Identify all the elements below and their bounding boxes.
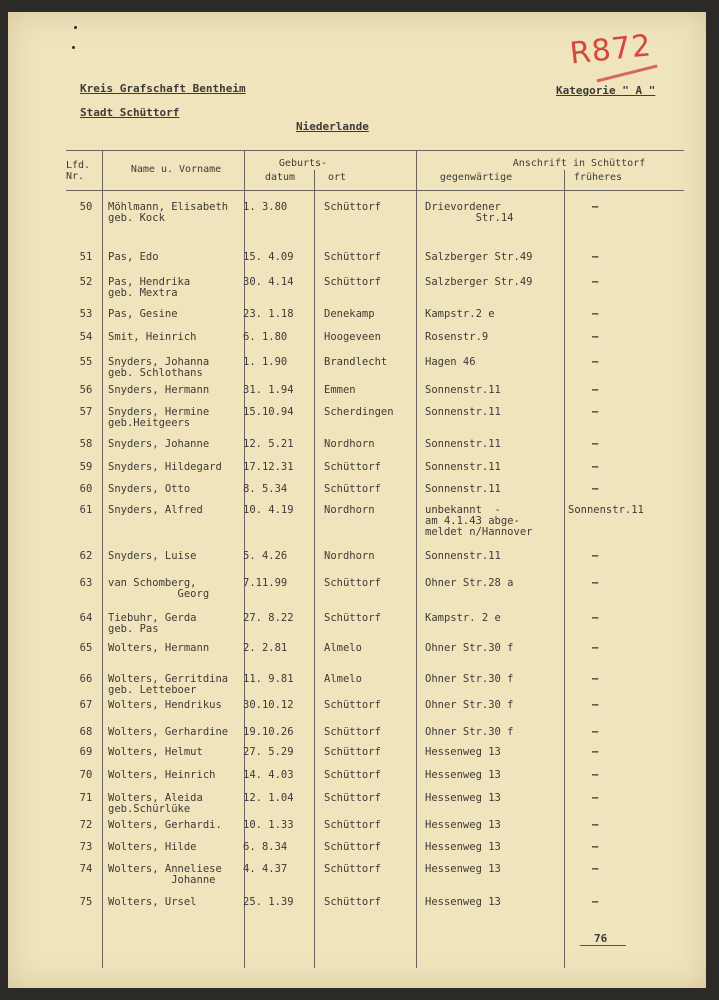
district-title: Kreis Grafschaft Bentheim [80, 82, 246, 95]
col-header-current: gegenwärtige [439, 172, 513, 183]
row-current-address: Salzberger Str.49 [425, 276, 533, 288]
row-previous-address: — [592, 612, 599, 624]
row-previous-address: — [592, 356, 599, 368]
col-divider [102, 150, 103, 968]
row-name: Pas, Edo [108, 251, 159, 263]
col-header-name: Name u. Vorname [130, 164, 222, 175]
col-divider [564, 170, 565, 968]
col-header-ort: ort [327, 172, 347, 183]
row-previous-address: — [592, 726, 599, 738]
row-birth-place: Scherdingen [324, 406, 394, 418]
col-header-datum: datum [264, 172, 296, 183]
row-birth-place: Schüttorf [324, 841, 381, 853]
row-birth-date: 7.11.99 [243, 577, 288, 589]
row-number: 53 [79, 308, 93, 320]
row-name: Wolters, Gerritdina geb. Letteboer [108, 673, 229, 696]
row-birth-date: 2. 2.81 [243, 642, 288, 654]
row-birth-place: Schüttorf [324, 863, 381, 875]
row-number: 73 [79, 841, 93, 853]
row-birth-place: Schüttorf [324, 483, 381, 495]
row-current-address: Ohner Str.30 f [425, 699, 514, 711]
row-name: Snyders, Hermann [108, 384, 210, 396]
row-number: 70 [79, 769, 93, 781]
row-number: 71 [79, 792, 93, 804]
col-header-geb: Geburts- [278, 158, 328, 169]
category-label: Kategorie " A " [556, 84, 656, 97]
table-top-rule [66, 150, 684, 151]
row-birth-place: Schüttorf [324, 461, 381, 473]
row-number: 52 [79, 276, 93, 288]
row-number: 75 [79, 896, 93, 908]
row-number: 58 [79, 438, 93, 450]
row-name: Snyders, Hildegard [108, 461, 222, 473]
row-previous-address: — [592, 406, 599, 418]
row-name: Wolters, Hermann [108, 642, 210, 654]
row-number: 72 [79, 819, 93, 831]
row-birth-date: 30. 4.14 [243, 276, 294, 288]
row-birth-date: 14. 4.03 [243, 769, 294, 781]
row-number: 63 [79, 577, 93, 589]
row-number: 51 [79, 251, 93, 263]
row-previous-address: — [592, 461, 599, 473]
row-name: Wolters, Anneliese Johanne [108, 863, 222, 886]
row-current-address: Kampstr.2 e [425, 308, 495, 320]
row-birth-place: Almelo [324, 673, 362, 685]
row-name: Wolters, Hilde [108, 841, 197, 853]
row-current-address: Sonnenstr.11 [425, 461, 501, 473]
row-previous-address: — [592, 201, 599, 213]
row-current-address: Kampstr. 2 e [425, 612, 501, 624]
country-heading: Niederlande [296, 120, 369, 133]
row-birth-date: 15.10.94 [243, 406, 294, 418]
row-number: 68 [79, 726, 93, 738]
row-current-address: Ohner Str.30 f [425, 642, 514, 654]
col-header-anschrift: Anschrift in Schüttorf [512, 158, 646, 169]
page-number: 76 [594, 932, 608, 945]
row-birth-date: 31. 1.94 [243, 384, 294, 396]
row-previous-address: — [592, 384, 599, 396]
town-title: Stadt Schüttorf [80, 106, 180, 119]
row-number: 60 [79, 483, 93, 495]
row-number: 65 [79, 642, 93, 654]
row-current-address: Hessenweg 13 [425, 819, 501, 831]
row-birth-place: Nordhorn [324, 504, 375, 516]
page-number-rule [580, 945, 626, 946]
row-name: Wolters, Gerhardi. [108, 819, 222, 831]
document-sheet [8, 12, 706, 988]
row-birth-place: Schüttorf [324, 746, 381, 758]
row-number: 74 [79, 863, 93, 875]
row-birth-place: Schüttorf [324, 699, 381, 711]
row-previous-address: — [592, 673, 599, 685]
row-current-address: Hessenweg 13 [425, 792, 501, 804]
row-birth-date: 1. 1.90 [243, 356, 288, 368]
row-birth-date: 15. 4.09 [243, 251, 294, 263]
row-name: Möhlmann, Elisabeth geb. Kock [108, 201, 229, 224]
row-birth-place: Nordhorn [324, 550, 375, 562]
row-birth-date: 27. 5.29 [243, 746, 294, 758]
row-number: 56 [79, 384, 93, 396]
row-birth-place: Schüttorf [324, 896, 381, 908]
row-birth-date: 19.10.26 [243, 726, 294, 738]
row-previous-address: — [592, 863, 599, 875]
row-birth-place: Schüttorf [324, 612, 381, 624]
row-birth-date: 17.12.31 [243, 461, 294, 473]
row-previous-address: — [592, 276, 599, 288]
row-number: 67 [79, 699, 93, 711]
row-birth-date: 30.10.12 [243, 699, 294, 711]
row-previous-address: — [592, 642, 599, 654]
row-current-address: Ohner Str.28 a [425, 577, 514, 589]
row-birth-place: Schüttorf [324, 726, 381, 738]
row-name: Wolters, Gerhardine [108, 726, 229, 738]
row-birth-date: 4. 4.37 [243, 863, 288, 875]
row-current-address: Sonnenstr.11 [425, 438, 501, 450]
row-birth-date: 12. 1.04 [243, 792, 294, 804]
row-previous-address: — [592, 896, 599, 908]
row-birth-date: 1. 3.80 [243, 201, 288, 213]
row-number: 59 [79, 461, 93, 473]
row-birth-place: Schüttorf [324, 201, 381, 213]
row-previous-address: Sonnenstr.11 [568, 504, 644, 516]
paper-speck [74, 26, 77, 29]
row-name: Snyders, Alfred [108, 504, 203, 516]
row-birth-place: Emmen [324, 384, 356, 396]
row-number: 69 [79, 746, 93, 758]
row-number: 50 [79, 201, 93, 213]
row-current-address: Sonnenstr.11 [425, 406, 501, 418]
row-current-address: Sonnenstr.11 [425, 483, 501, 495]
row-previous-address: — [592, 438, 599, 450]
row-name: van Schomberg, Georg [108, 577, 210, 600]
row-name: Snyders, Hermine geb.Heitgeers [108, 406, 210, 429]
row-previous-address: — [592, 746, 599, 758]
row-birth-date: 5. 4.26 [243, 550, 288, 562]
row-current-address: Hessenweg 13 [425, 746, 501, 758]
row-current-address: Hessenweg 13 [425, 896, 501, 908]
row-name: Wolters, Hendrikus [108, 699, 222, 711]
row-previous-address: — [592, 483, 599, 495]
row-name: Wolters, Heinrich [108, 769, 216, 781]
row-number: 66 [79, 673, 93, 685]
row-previous-address: — [592, 251, 599, 263]
row-current-address: Salzberger Str.49 [425, 251, 533, 263]
col-header-no: Lfd. Nr. [66, 160, 91, 182]
row-name: Snyders, Johanna geb. Schlothans [108, 356, 210, 379]
row-birth-place: Schüttorf [324, 792, 381, 804]
row-previous-address: — [592, 699, 599, 711]
row-birth-date: 10. 4.19 [243, 504, 294, 516]
row-previous-address: — [592, 769, 599, 781]
row-name: Snyders, Johanne [108, 438, 210, 450]
paper-speck [72, 46, 75, 49]
row-current-address: Hessenweg 13 [425, 841, 501, 853]
row-birth-date: 12. 5.21 [243, 438, 294, 450]
row-number: 62 [79, 550, 93, 562]
row-birth-place: Hoogeveen [324, 331, 381, 343]
row-previous-address: — [592, 841, 599, 853]
row-birth-date: 8. 5.34 [243, 483, 288, 495]
row-birth-date: 6. 1.80 [243, 331, 288, 343]
row-current-address: Ohner Str.30 f [425, 726, 514, 738]
row-birth-place: Schüttorf [324, 276, 381, 288]
row-birth-date: 25. 1.39 [243, 896, 294, 908]
row-current-address: Hessenweg 13 [425, 863, 501, 875]
row-birth-place: Schüttorf [324, 819, 381, 831]
table-header-rule [66, 190, 684, 191]
row-birth-place: Denekamp [324, 308, 375, 320]
row-current-address: Sonnenstr.11 [425, 550, 501, 562]
row-current-address: Drievordener Str.14 [425, 201, 514, 224]
row-name: Snyders, Luise [108, 550, 197, 562]
row-birth-date: 6. 8.34 [243, 841, 288, 853]
row-name: Pas, Gesine [108, 308, 178, 320]
row-birth-date: 10. 1.33 [243, 819, 294, 831]
row-birth-place: Schüttorf [324, 251, 381, 263]
col-divider [416, 150, 417, 968]
row-birth-place: Schüttorf [324, 769, 381, 781]
row-number: 64 [79, 612, 93, 624]
row-birth-place: Nordhorn [324, 438, 375, 450]
row-name: Wolters, Ursel [108, 896, 197, 908]
row-current-address: Sonnenstr.11 [425, 384, 501, 396]
row-birth-place: Almelo [324, 642, 362, 654]
row-name: Smit, Heinrich [108, 331, 197, 343]
row-current-address: Rosenstr.9 [425, 331, 489, 343]
row-birth-place: Brandlecht [324, 356, 388, 368]
col-divider [314, 170, 315, 968]
row-name: Snyders, Otto [108, 483, 191, 495]
archive-stamp: R872 [568, 28, 654, 72]
row-previous-address: — [592, 331, 599, 343]
row-previous-address: — [592, 577, 599, 589]
row-number: 61 [79, 504, 93, 516]
row-name: Pas, Hendrika geb. Mextra [108, 276, 191, 299]
row-number: 57 [79, 406, 93, 418]
row-name: Wolters, Helmut [108, 746, 203, 758]
row-birth-date: 23. 1.18 [243, 308, 294, 320]
row-number: 55 [79, 356, 93, 368]
row-birth-place: Schüttorf [324, 577, 381, 589]
row-previous-address: — [592, 308, 599, 320]
row-birth-date: 11. 9.81 [243, 673, 294, 685]
row-current-address: unbekannt - am 4.1.43 abge- meldet n/Hannover [425, 504, 533, 538]
col-header-previous: früheres [573, 172, 623, 183]
row-birth-date: 27. 8.22 [243, 612, 294, 624]
row-previous-address: — [592, 792, 599, 804]
row-previous-address: — [592, 819, 599, 831]
row-current-address: Hagen 46 [425, 356, 476, 368]
row-name: Wolters, Aleida geb.Schürlüke [108, 792, 203, 815]
row-previous-address: — [592, 550, 599, 562]
row-name: Tiebuhr, Gerda geb. Pas [108, 612, 197, 635]
row-number: 54 [79, 331, 93, 343]
row-current-address: Ohner Str.30 f [425, 673, 514, 685]
row-current-address: Hessenweg 13 [425, 769, 501, 781]
